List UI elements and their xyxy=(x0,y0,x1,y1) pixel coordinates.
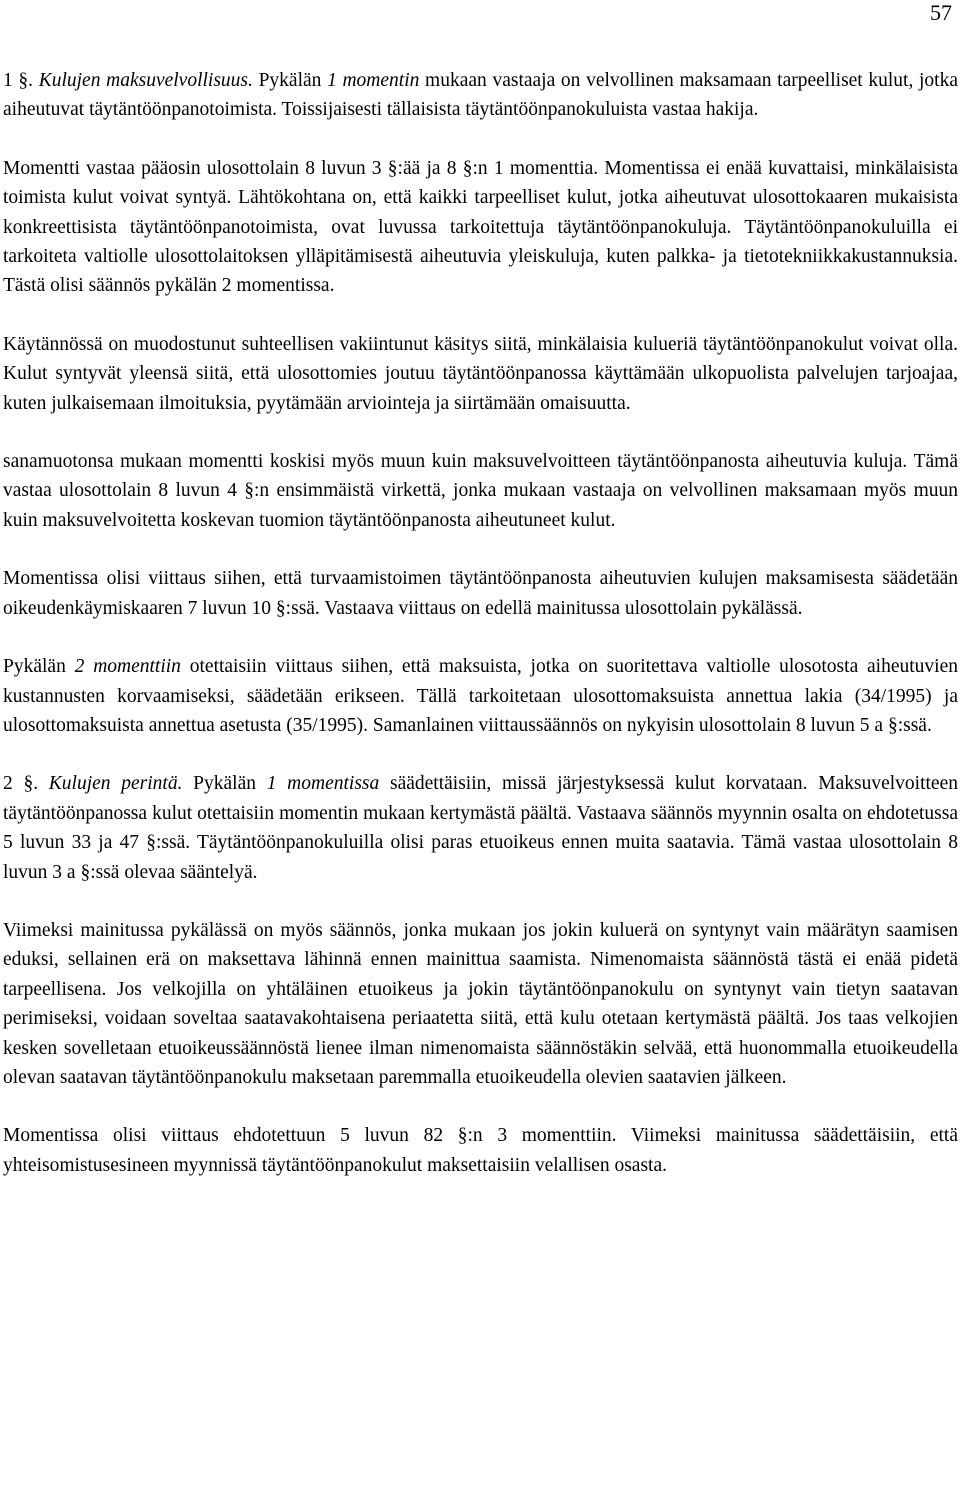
section-number: 1 §. xyxy=(3,70,39,91)
paragraph-text: Pykälän xyxy=(3,656,75,678)
paragraph-text: säädettäisiin, missä järjestyksessä kulut korvataan. Maksuvelvoitteen täytäntöönpanossa kulut otettaisiin momentin mukaan kertymästä päältä. Vastaava säännös myynnin osalta on ehdotetussa 5 luvun 33 ja 47 §:ssä. Täytäntöönpanokuluilla olisi paras etuoikeus ennen muita saatavia. Tämä vastaa ulosottolain 8 luvun 3 a §:ssä olevaa sääntelyä. xyxy=(3,773,958,883)
section-heading: Kulujen perintä. xyxy=(48,773,183,795)
paragraph: Momentti vastaa pääosin ulosottolain 8 luvun 3 §:ää ja 8 §:n 1 momenttia. Momentissa ei enää kuvattaisi, minkälaisista toimista kulut voivat syntyä. Lähtökohtana on, että kaikki tarpeelliset kulut, jotka aiheutuvat ulosottokaaren mukaisista konkreettisista täytäntöönpanotoimista, ovat luvussa tarkoitettuja täytäntöönpanokuluja. Täytäntöönpanokuluilla ei tarkoiteta valtiolle ulosottolaitoksen ylläpitämisestä aiheutuvia yleiskuluja, kuten palkka- ja tietotekniikkakustannuksia. Tästä olisi säännös pykälän 2 momentissa. xyxy=(3,157,958,297)
italic-reference: 2 momenttiin xyxy=(74,656,181,678)
paragraph: Viimeksi mainitussa pykälässä on myös säännös, jonka mukaan jos jokin kuluerä on syntynyt vain määrätyn saamisen eduksi, sellainen erä on maksettava lähinnä ennen mainittua saamista. Nimenomaista säännöstä tästä ei enää pidetä tarpeellisena. Jos velkojilla on yhtäläinen etuoikeus ja jokin täytäntöönpanokulu on syntynyt vain tietyn saatavan perimiseksi, voidaan soveltaa saatavakohtaisena periaatetta siitä, että kulu otetaan kertymästä päältä. Jos taas velkojien kesken sovelletaan etuoikeussäännöstä lienee ilman nimenomaista säännöstäkin selvää, että huonommalla etuoikeudella olevan saatavan täytäntöönpanokulu maksetaan paremmalla etuoikeudella olevien saatavien jälkeen. xyxy=(3,919,958,1088)
paragraph xyxy=(3,652,958,740)
document-body xyxy=(3,66,958,1209)
page-number: 57 xyxy=(930,0,952,25)
paragraph-text: mukaan vastaaja on velvollinen maksamaan tarpeelliset kulut, jotka aiheutuvat täytäntöönpanotoimista. Toissijaisesti tällaisista täytäntöönpanokuluista vastaa hakija. xyxy=(3,70,959,121)
paragraph: sanamuotonsa mukaan momentti koskisi myös muun kuin maksuvelvoitteen täytäntöönpanosta aiheutuvia kuluja. Tämä vastaa ulosottolain 8 luvun 4 §:n ensimmäistä virkettä, jonka mukaan vastaaja on velvollinen maksamaan myös muun kuin maksuvelvoitetta koskevan tuomion täytäntöönpanosta aiheutuneet kulut. xyxy=(3,451,958,531)
paragraph-text: otettaisiin viittaus siihen, että maksuista, jotka on suoritettava valtiolle ulosotosta aiheutuvien kustannusten korvaamiseksi, säädetään erikseen. Tällä tarkoitetaan ulosottomaksuista annettua lakia (34/1995) ja ulosottomaksuista annettua asetusta (35/1995). Samanlainen viittaussäännös on nykyisin ulosottolain 8 luvun 5 a §:ssä. xyxy=(3,656,958,736)
italic-reference: 1 momentissa xyxy=(266,773,380,795)
paragraph-text: Pykälän xyxy=(182,773,267,795)
paragraph-section-2 xyxy=(3,769,958,887)
paragraph: Momentissa olisi viittaus ehdotettuun 5 luvun 82 §:n 3 momenttiin. Viimeksi mainitussa säädettäisiin, että yhteisomistusesineen myynnissä täytäntöönpanokulut maksettaisiin velallisen osasta. xyxy=(3,1125,958,1176)
section-heading: Kulujen maksuvelvollisuus. xyxy=(38,70,253,91)
paragraph-section-1 xyxy=(3,66,958,125)
section-number: 2 §. xyxy=(3,773,49,795)
paragraph: Momentissa olisi viittaus siihen, että turvaamistoimen täytäntöönpanosta aiheutuvien kulujen maksamisesta säädetään oikeudenkäymiskaaren 7 luvun 10 §:ssä. Vastaava viittaus on edellä mainitussa ulosottolain pykälässä. xyxy=(3,568,958,619)
paragraph: Käytännössä on muodostunut suhteellisen vakiintunut käsitys siitä, minkälaisia kulueriä täytäntöönpanokulut voivat olla. Kulut syntyvät yleensä siitä, että ulosottomies joutuu täytäntöönpanossa käyttämään ulkopuolista palvelujen tarjoajaa, kuten julkaisemaan ilmoituksia, pyytämään arviointeja ja siirtämään omaisuutta. xyxy=(3,333,958,414)
paragraph-text: Pykälän xyxy=(252,70,328,91)
italic-reference: 1 momentin xyxy=(327,70,420,91)
